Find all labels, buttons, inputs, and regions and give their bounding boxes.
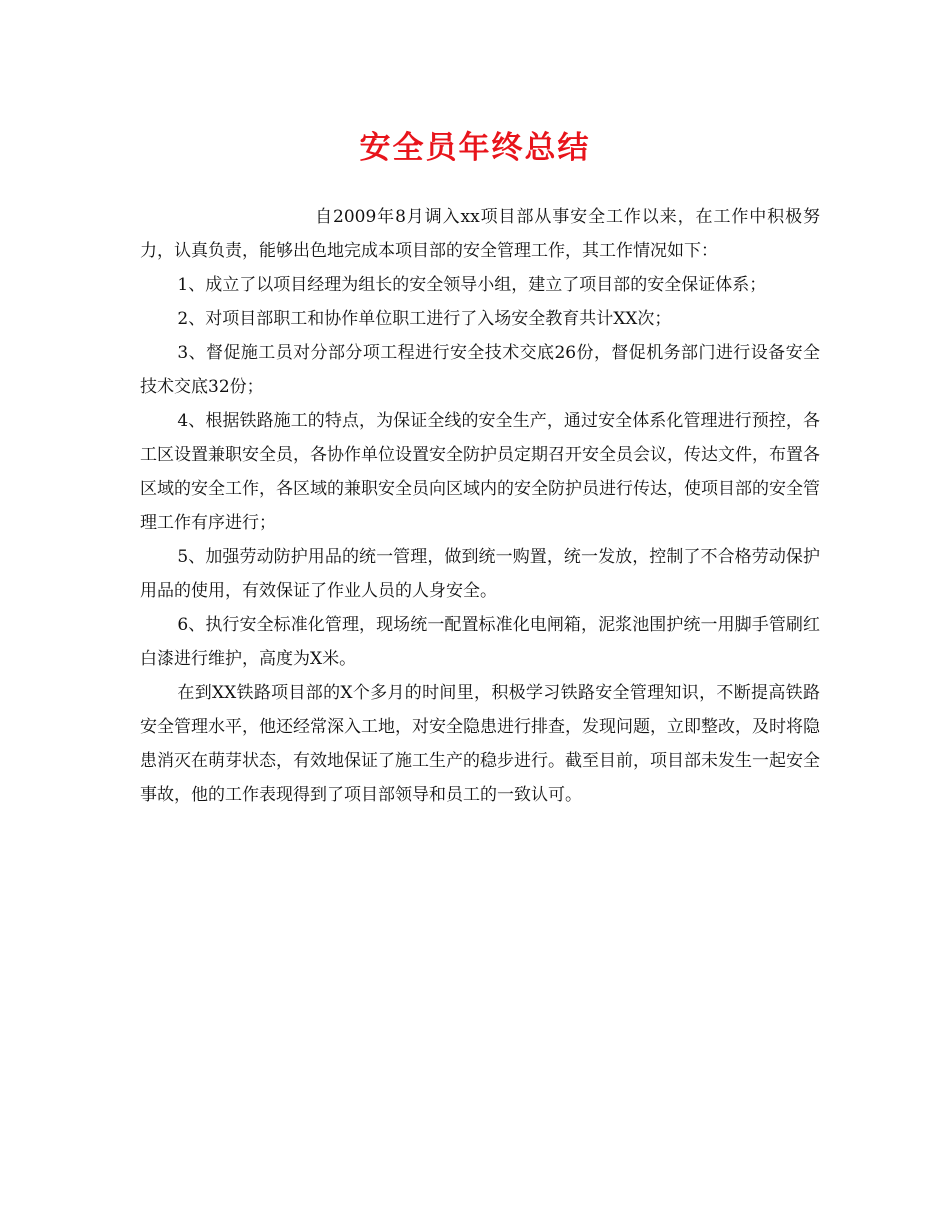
item-3-paragraph: 3、督促施工员对分部分项工程进行安全技术交底26份，督促机务部门进行设备安全技术交底32份； — [140, 343, 820, 397]
item-4-paragraph: 4、根据铁路施工的特点，为保证全线的安全生产，通过安全体系化管理进行预控，各工区设置兼职安全员，各协作单位设置安全防护员定期召开安全员会议，传达文件，布置各区域的安全工作，各区域的兼职安全员向区域内的安全防护员进行传达，使项目部的安全管理工作有序进行； — [140, 411, 820, 533]
intro-paragraph: 自2009年8月调入xx项目部从事安全工作以来，在工作中积极努力，认真负责，能够出色地完成本项目部的安全管理工作，其工作情况如下： — [140, 207, 820, 261]
item-5-paragraph: 5、加强劳动防护用品的统一管理，做到统一购置，统一发放，控制了不合格劳动保护用品的使用，有效保证了作业人员的人身安全。 — [140, 547, 820, 601]
document-title: 安全员年终总结 — [359, 130, 591, 166]
item-1-paragraph: 1、成立了以项目经理为组长的安全领导小组，建立了项目部的安全保证体系； — [177, 275, 767, 295]
conclusion-paragraph: 在到XX铁路项目部的X个多月的时间里，积极学习铁路安全管理知识，不断提高铁路安全管理水平，他还经常深入工地，对安全隐患进行排查，发现问题，立即整改，及时将隐患消灭在萌芽状态，有效地保证了施工生产的稳步进行。截至目前，项目部未发生一起安全事故，他的工作表现得到了项目部领导和员工的一致认可。 — [140, 683, 820, 805]
item-2-paragraph: 2、对项目部职工和协作单位职工进行了入场安全教育共计XX次； — [177, 309, 672, 329]
document-body — [140, 200, 820, 812]
item-6-paragraph: 6、执行安全标准化管理，现场统一配置标准化电闸箱，泥浆池围护统一用脚手管刷红白漆进行维护，高度为X米。 — [140, 615, 820, 669]
